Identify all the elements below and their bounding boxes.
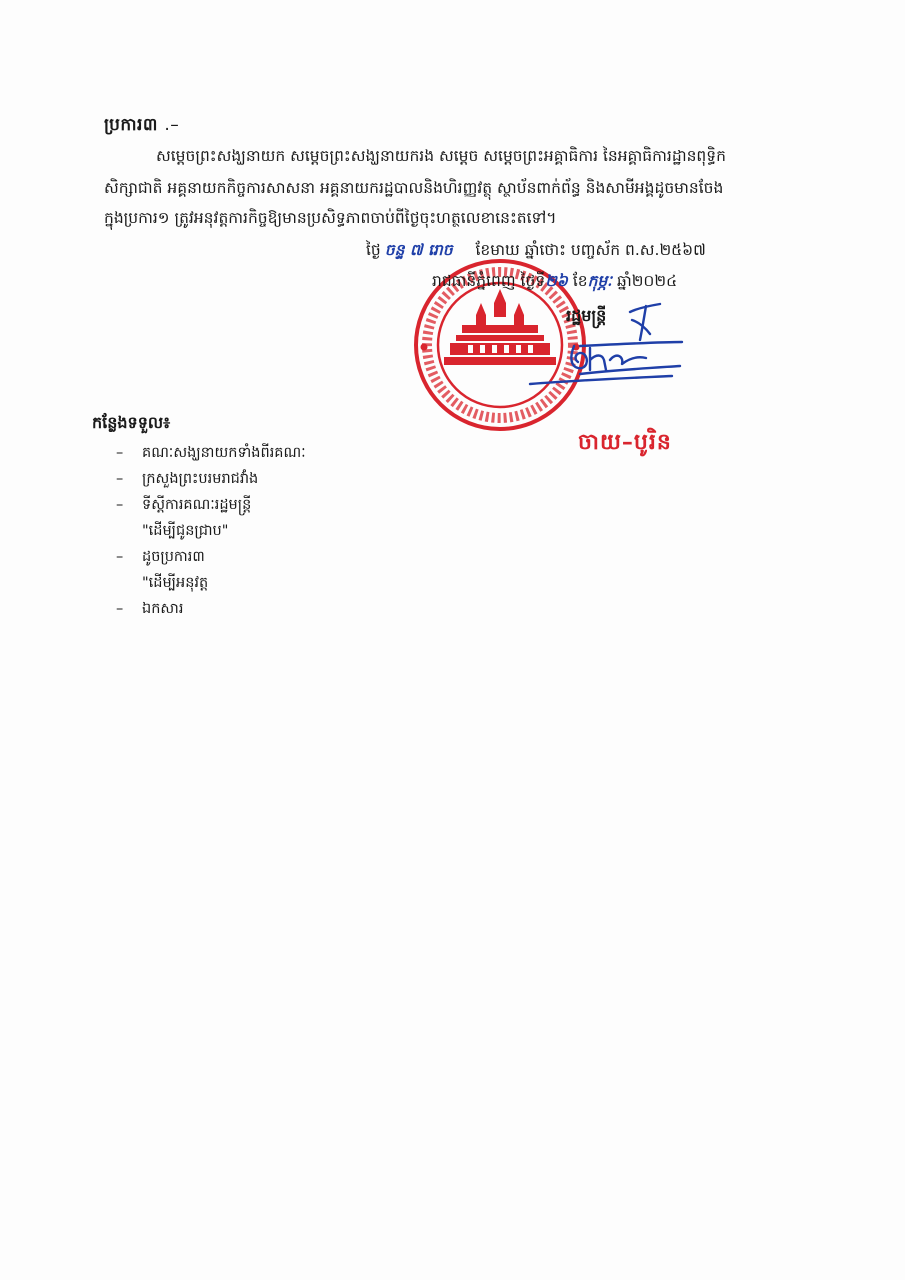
recipient-text: ទីស្តីការគណៈរដ្ឋមន្ត្រី bbox=[142, 497, 252, 513]
paragraph-line-3: ក្នុងប្រការ១ ត្រូវអនុវត្តការកិច្ចឱ្យមានប្រសិទ្ធភាពចាប់ពីថ្ងៃចុះហត្ថលេខានេះតទៅ។ bbox=[104, 209, 557, 227]
list-item: – ឯកសារ bbox=[116, 601, 184, 617]
article-title-marker: .– bbox=[164, 115, 180, 135]
solar-date-year: ឆ្នាំ២០២៤ bbox=[616, 272, 678, 290]
list-item: – គណៈសង្ឃនាយកទាំងពីរគណៈ bbox=[116, 445, 306, 461]
solar-date-prefix: រាជធានីភ្នំពេញ ថ្ងៃទី bbox=[432, 272, 546, 290]
signer-name: ចាយ–បូរិន bbox=[578, 429, 672, 455]
article-title-text: ប្រការ៣ bbox=[104, 115, 158, 135]
article-title bbox=[104, 114, 179, 139]
list-item: – ទីស្តីការគណៈរដ្ឋមន្ត្រី bbox=[116, 497, 252, 513]
solar-date bbox=[432, 271, 677, 294]
lunar-date-prefix: ថ្ងៃ bbox=[366, 241, 381, 259]
lunar-date bbox=[366, 240, 706, 263]
recipient-text: ដូចប្រការ៣ bbox=[142, 549, 205, 565]
lunar-date-handwritten: ចន្ទ ៧ រោច bbox=[384, 240, 453, 259]
recipient-text: ក្រសួងព្រះបរមរាជវាំង bbox=[142, 471, 259, 487]
paragraph-line-1: សម្តេចព្រះសង្ឃនាយក សម្តេចព្រះសង្ឃនាយករង សម្តេច សម្តេចព្រះអគ្គាធិការ នៃអគ្គាធិការដ្ឋានពុទ្ធិក bbox=[156, 147, 726, 165]
paragraph-line-2: សិក្សាជាតិ អគ្គនាយកកិច្ចការសាសនា អគ្គនាយករដ្ឋបាលនិងហិរញ្ញវត្ថុ ស្ថាប័នពាក់ព័ន្ធ និងសាមីអង្គដូចមានចែង bbox=[104, 179, 724, 197]
solar-date-month: កុម្ភៈ bbox=[587, 271, 612, 290]
list-item: – ក្រសួងព្រះបរមរាជវាំង bbox=[116, 471, 259, 487]
recipients-list bbox=[116, 440, 306, 622]
lunar-date-rest: ខែមាឃ ឆ្នាំថោះ បញ្ចស័ក ព.ស.២៥៦៧ bbox=[475, 241, 706, 259]
handwritten-signature-icon bbox=[520, 300, 695, 410]
recipient-note: "ដើម្បីអនុវត្ត bbox=[142, 575, 209, 591]
signer-title: រដ្ឋមន្ត្រី bbox=[566, 306, 607, 325]
recipient-text: ឯកសារ bbox=[142, 601, 184, 617]
recipient-note: "ដើម្បីជូនជ្រាប" bbox=[142, 523, 229, 539]
solar-date-month-label: ខែ bbox=[572, 272, 588, 290]
recipients-heading: កន្លែងទទួល៖ bbox=[92, 413, 171, 432]
list-item: – ដូចប្រការ៣ bbox=[116, 549, 205, 565]
recipient-text: គណៈសង្ឃនាយកទាំងពីរគណៈ bbox=[142, 445, 306, 461]
solar-date-day: ២៦ bbox=[545, 271, 568, 290]
